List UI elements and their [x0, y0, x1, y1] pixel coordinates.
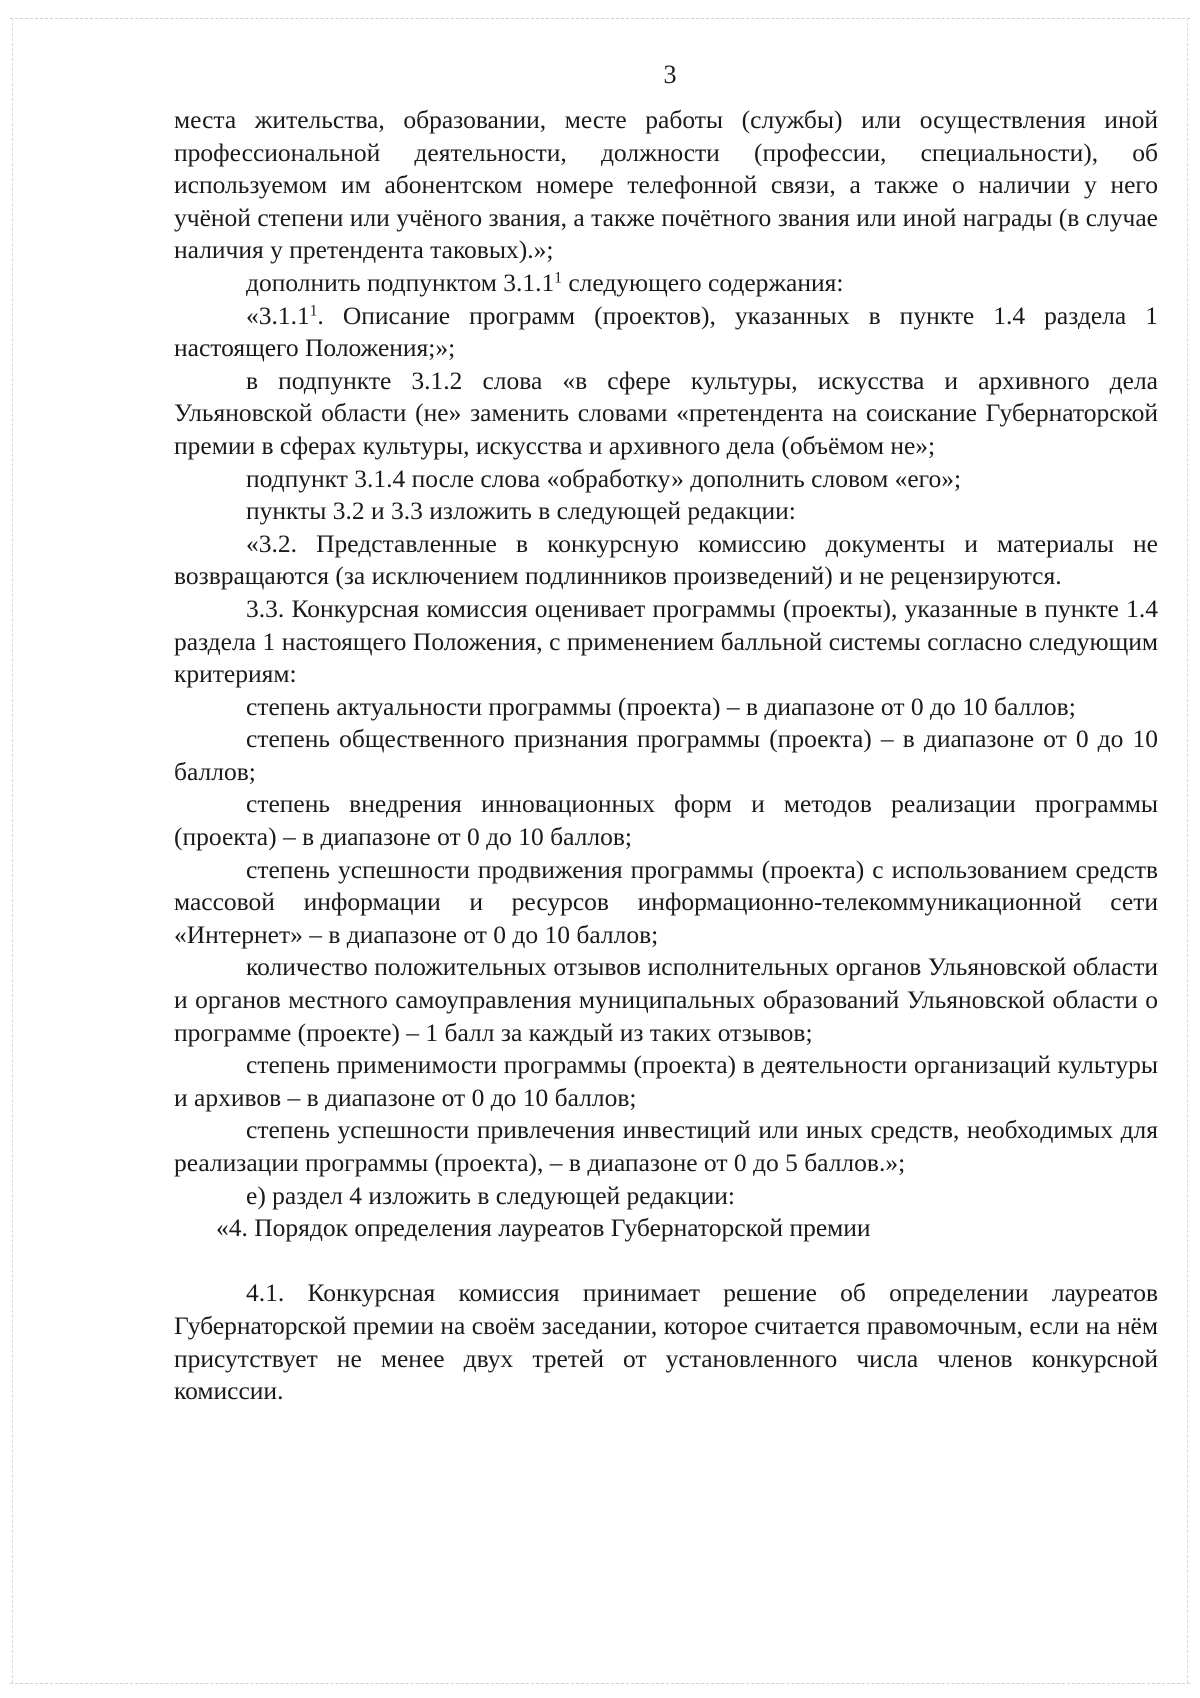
criterion-item: количество положительных отзывов исполнительных органов Ульяновской области и органов местного самоуправления муниципальных образований Ульяновской области о программе (проекте) – 1 балл за каждый из таких отзывов; — [174, 952, 1158, 1047]
paragraph: подпункт 3.1.4 после слова «обработку» дополнить словом «его»; — [246, 463, 962, 493]
superscript: 1 — [554, 269, 562, 287]
criterion-item: степень внедрения инновационных форм и методов реализации программы (проекта) – в диапазоне от 0 до 10 баллов; — [174, 789, 1158, 852]
paragraph: места жительства, образовании, месте работы (службы) или осуществления иной профессиональной деятельности, должности (профессии, специальности), об используемом им абонентском номере телефонной связи, а также о наличии у него учёной степени или учёного звания, а также почётного звания или иной награды (в случае наличия у претендента таковых).»; — [174, 105, 1158, 265]
criterion-item: степень общественного признания программы (проекта) – в диапазоне от 0 до 10 баллов; — [174, 724, 1158, 786]
paragraph — [174, 300, 1158, 365]
paragraph: «3.2. Представленные в конкурсную комиссию документы и материалы не возвращаются (за исключением подлинников произведений) и не рецензируются. — [174, 528, 1158, 591]
criterion-item: степень успешности продвижения программы (проекта) с использованием средств массовой информации и ресурсов информационно-телекоммуникационной сети «Интернет» – в диапазоне от 0 до 10 баллов; — [174, 854, 1158, 949]
paragraph: 3.3. Конкурсная комиссия оценивает программы (проекты), указанные в пункте 1.4 раздела 1 настоящего Положения, с применением балльной системы согласно следующим критериям: — [174, 593, 1158, 689]
paragraph: 4.1. Конкурсная комиссия принимает решение об определении лауреатов Губернаторской премии на своём заседании, которое считается правомочным, если на нём присутствует не менее двух третей от установленного числа членов конкурсной комиссии. — [174, 1278, 1158, 1406]
criterion-item: степень применимости программы (проекта) в деятельности организаций культуры и архивов – в диапазоне от 0 до 10 баллов; — [174, 1050, 1158, 1112]
text-run: . Описание программ (проектов), указанных в пункте 1.4 раздела 1 настоящего Положения;»; — [174, 300, 1158, 363]
paragraph: пункты 3.2 и 3.3 изложить в следующей редакции: — [246, 496, 796, 526]
scan-edge — [10, 18, 1190, 19]
paragraph — [174, 267, 1158, 300]
criterion-item: степень актуальности программы (проекта) – в диапазоне от 0 до 10 баллов; — [246, 691, 1076, 721]
text-run: следующего содержания: — [568, 267, 844, 297]
criterion-item: степень успешности привлечения инвестиций или иных средств, необходимых для реализации программы (проекта), – в диапазоне от 0 до 5 баллов.»; — [174, 1115, 1158, 1177]
paragraph: в подпункте 3.1.2 слова «в сфере культуры, искусства и архивного дела Ульяновской области (не» заменить словами «претендента на соискание Губернаторской премии в сферах культуры, искусства и архивного дела (объёмом не»; — [174, 365, 1158, 460]
text-run: дополнить подпунктом 3.1.1 — [246, 267, 555, 297]
document-body — [174, 104, 1158, 1408]
scan-edge — [1187, 18, 1188, 1683]
scan-edge — [10, 1683, 1190, 1684]
scan-edge — [12, 18, 13, 1683]
text-run: «3.1.1 — [246, 300, 310, 330]
page-number: 3 — [663, 60, 677, 89]
blank-line — [174, 1245, 1158, 1278]
section-heading: «4. Порядок определения лауреатов Губернаторской премии — [216, 1213, 871, 1243]
superscript: 1 — [309, 302, 318, 320]
paragraph: е) раздел 4 изложить в следующей редакции: — [246, 1180, 735, 1210]
